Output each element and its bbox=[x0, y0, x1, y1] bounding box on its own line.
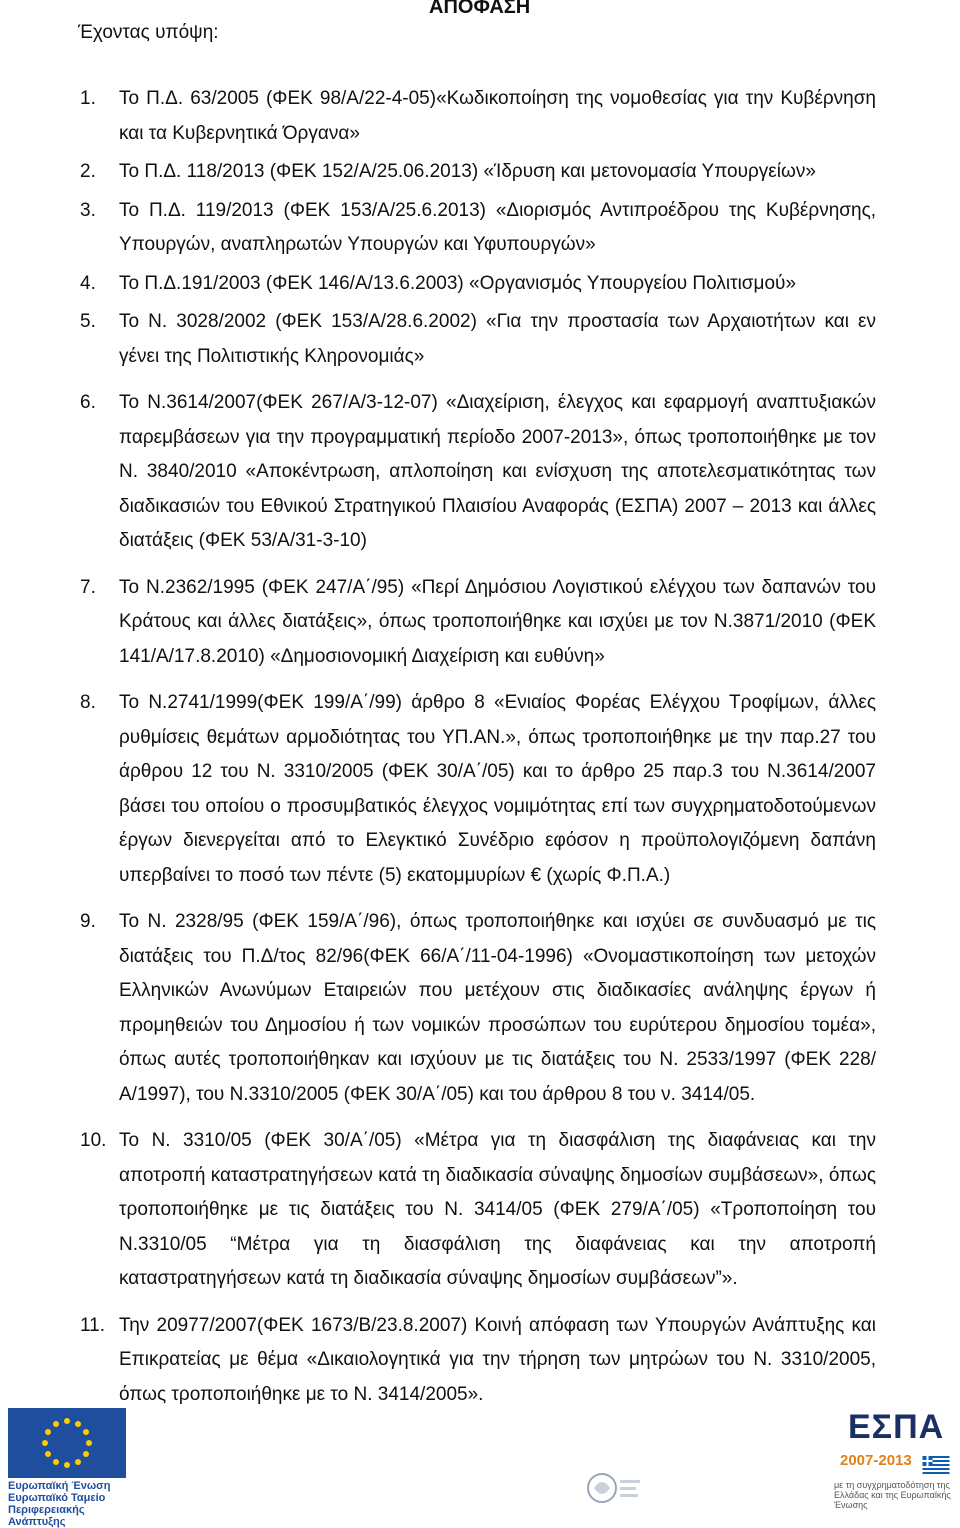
ministry-logo-icon bbox=[584, 1470, 644, 1506]
list-item bbox=[80, 386, 876, 559]
greek-flag-icon bbox=[922, 1456, 950, 1474]
item-number: 8. bbox=[80, 692, 96, 713]
eu-caption-line: Περιφερειακής Ανάπτυξης bbox=[8, 1504, 85, 1528]
item-text: Το Ν.2741/1999(ΦΕΚ 199/Α΄/99) άρθρο 8 «Ενιαίος Φορέας Ελέγχου Τροφίμων, άλλες ρυθμίσεις θεμάτων αρμοδιότητας του ΥΠ.ΑΝ.», όπως τροποποιήθηκε με την παρ.27 του άρθρου 12 του Ν. 3310/2005 (ΦΕΚ 30/Α΄/05) και το άρθρο 25 παρ.3 του Ν.3614/2007 βάσει του οποίου ο προσυμβατικός έλεγχος νομιμότητας επί των συγχρηματοδοτούμενων έργων διενεργείται από το Ελεγκτικό Συνέδριο εφόσον η προϋπολογιζόμενη δαπάνη υπερβαίνει το ποσό των πέντε (5) εκατομμυρίων € (χωρίς Φ.Π.Α.) bbox=[119, 692, 876, 886]
list-item bbox=[80, 905, 876, 1112]
item-text: Το Ν.3614/2007(ΦΕΚ 267/Α/3-12-07) «Διαχείριση, έλεγχος και εφαρμογή αναπτυξιακών παρεμβάσεων για την προγραμματική περίοδο 2007-2013», όπως τροποποιήθηκε με τον Ν. 3840/2010 «Αποκέντρωση, απλοποίηση και ενίσχυση της αποτελεσματικότητας των διαδικασιών του Εθνικού Στρατηγικού Πλαισίου Αναφοράς (ΕΣΠΑ) 2007 – 2013 και άλλες διατάξεις (ΦΕΚ 53/Α/31-3-10) bbox=[119, 392, 876, 551]
list-item bbox=[80, 155, 876, 190]
eu-caption-line: Ευρωπαϊκό Ταμείο bbox=[8, 1492, 106, 1504]
item-text: Το Π.Δ. 118/2013 (ΦΕΚ 152/Α/25.06.2013) «Ίδρυση και μετονομασία Υπουργείων» bbox=[119, 161, 816, 182]
item-number: 3. bbox=[80, 199, 96, 221]
item-text: Το Π.Δ. 63/2005 (ΦΕΚ 98/Α/22-4-05)«Κωδικοποίηση της νομοθεσίας για την Κυβέρνηση και τα Κυβερνητικά Όργανα» bbox=[119, 88, 876, 144]
eu-logo-caption bbox=[8, 1480, 138, 1528]
page-footer bbox=[0, 1398, 960, 1528]
decision-title: ΑΠΟΦΑΣΗ bbox=[429, 0, 531, 18]
item-text: Το Π.Δ. 119/2013 (ΦΕΚ 153/Α/25.6.2013) «Διορισμός Αντιπροέδρου της Κυβέρνησης, Υπουργών, αναπληρωτών Υπουργών και Υφυπουργών» bbox=[119, 199, 876, 255]
list-item bbox=[80, 686, 876, 893]
list-item bbox=[80, 571, 876, 675]
item-number: 10. bbox=[80, 1130, 107, 1151]
list-item bbox=[80, 267, 876, 302]
item-number: 2. bbox=[80, 161, 96, 182]
item-text: Το Ν.2362/1995 (ΦΕΚ 247/Α΄/95) «Περί Δημόσιου Λογιστικού ελέγχου των δαπανών του Κράτους και άλλες διατάξεις», όπως τροποποιήθηκε και ισχύει με τον Ν.3871/2010 (ΦΕΚ 141/Α/17.8.2010) «Δημοσιονομική Διαχείριση και ευθύνη» bbox=[119, 576, 876, 667]
espa-logo bbox=[826, 1408, 956, 1508]
considering-label: Έχοντας υπόψη: bbox=[78, 22, 219, 43]
item-text: Την 20977/2007(ΦΕΚ 1673/Β/23.8.2007) Κοινή απόφαση των Υπουργών Ανάπτυξης και Επικρατείας με θέμα «Δικαιολογητικά για την τήρηση των μητρώων του Ν. 3310/2005, όπως τροποποιήθηκε με το Ν. 3414/2005». bbox=[119, 1314, 876, 1405]
eu-logo bbox=[8, 1408, 138, 1528]
list-item bbox=[80, 1309, 876, 1413]
item-text: Το Ν. 2328/95 (ΦΕΚ 159/Α΄/96), όπως τροποποιήθηκε και ισχύει σε συνδυασμό με τις διατάξεις του Π.Δ/τος 82/96(ΦΕΚ 66/Α΄/11-04-1996) «Ονομαστικοποίηση των μετοχών Ελληνικών Ανωνύμων Εταιρειών που μετέχουν στις διαδικασίες ανάληψης έργων ή προμηθειών του Δημοσίου ή των νομικών προσώπων του ευρύτερου δημοσίου τομέα», όπως αυτές τροποποιήθηκαν και ισχύουν με τις διατάξεις του Ν. 2533/1997 (ΦΕΚ 228/Α/1997), του Ν.3310/2005 (ΦΕΚ 30/Α΄/05) και του άρθρου 8 του ν. 3414/05. bbox=[119, 911, 876, 1105]
item-number: 7. bbox=[80, 576, 96, 598]
item-number: 1. bbox=[80, 88, 96, 109]
item-text: Το Ν. 3310/05 (ΦΕΚ 30/Α΄/05) «Μέτρα για τη διασφάλιση της διαφάνειας και την αποτροπή καταστρατηγήσεων κατά τη διαδικασία σύναψης δημοσίων συμβάσεων», όπως τροποποιήθηκε με τις διατάξεις του Ν. 3414/05 (ΦΕΚ 279/Α΄/05) «Τροποποίηση του Ν.3310/05 “Μέτρα για τη διασφάλιση της διαφάνειας και την αποτροπή καταστρατηγήσεων κατά τη διαδικασία σύναψης δημοσίων συμβάσεων”». bbox=[119, 1130, 876, 1289]
item-text: Το Ν. 3028/2002 (ΦΕΚ 153/Α/28.6.2002) «Για την προστασία των Αρχαιοτήτων και εν γένει της Πολιτιστικής Κληρονομιάς» bbox=[119, 311, 876, 367]
list-item bbox=[80, 194, 876, 263]
legal-basis-list bbox=[80, 82, 876, 1412]
eu-caption-line: Ευρωπαϊκή Ένωση bbox=[8, 1480, 111, 1492]
espa-logo-years: 2007-2013 bbox=[840, 1452, 912, 1469]
list-item bbox=[80, 1124, 876, 1297]
eu-flag-icon bbox=[8, 1408, 126, 1478]
espa-logo-slogan: με τη συγχρηματοδότηση της Ελλάδας και της Ευρωπαϊκής Ένωσης bbox=[834, 1480, 951, 1510]
item-number: 6. bbox=[80, 392, 96, 413]
item-number: 5. bbox=[80, 311, 96, 332]
list-item bbox=[80, 82, 876, 151]
item-number: 9. bbox=[80, 911, 96, 932]
espa-logo-text: ΕΣΠΑ bbox=[848, 1408, 945, 1446]
item-number: 4. bbox=[80, 272, 96, 294]
list-item bbox=[80, 305, 876, 374]
item-number: 11. bbox=[80, 1314, 106, 1336]
item-text: Το Π.Δ.191/2003 (ΦΕΚ 146/Α/13.6.2003) «Οργανισμός Υπουργείου Πολιτισμού» bbox=[119, 272, 797, 294]
